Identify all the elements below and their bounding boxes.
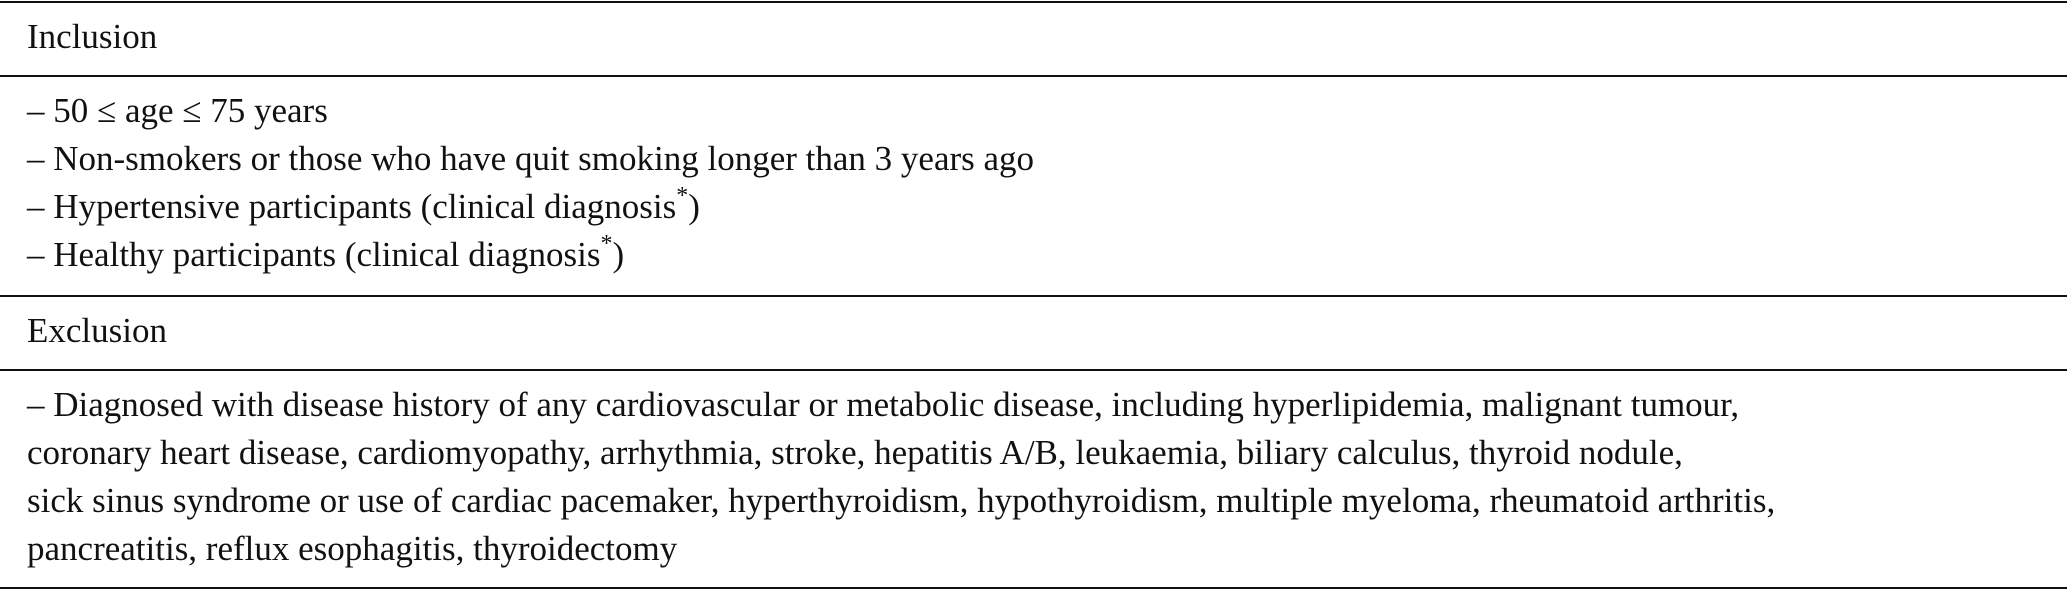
footnote-mark: * xyxy=(600,231,613,258)
inclusion-heading-rule xyxy=(0,75,2067,77)
closing-paren: ) xyxy=(688,187,700,226)
exclusion-section-rule xyxy=(0,295,2067,297)
footnote-mark: * xyxy=(676,183,689,210)
inclusion-item-smoking xyxy=(27,135,1034,183)
exclusion-line: coronary heart disease, cardiomyopathy, arrhythmia, stroke, hepatitis A/B, leukaemia, biliary calculus, thyroid nodule, xyxy=(27,433,1683,472)
table-top-rule xyxy=(0,1,2067,3)
inclusion-item-healthy xyxy=(27,231,1034,279)
inclusion-criteria-list xyxy=(27,87,1034,279)
table-bottom-rule xyxy=(0,587,2067,589)
exclusion-line: pancreatitis, reflux esophagitis, thyroidectomy xyxy=(27,529,678,568)
exclusion-heading: Exclusion xyxy=(27,311,167,350)
closing-paren: ) xyxy=(612,235,625,274)
exclusion-heading-rule xyxy=(0,369,2067,371)
inclusion-heading: Inclusion xyxy=(27,17,158,56)
inclusion-item-hypertensive xyxy=(27,183,1034,231)
exclusion-criteria-text xyxy=(27,381,1775,573)
inclusion-item-age-text: – 50 ≤ age ≤ 75 years xyxy=(27,91,328,130)
inclusion-item-smoking-text: – Non-smokers or those who have quit smoking longer than 3 years ago xyxy=(27,139,1035,178)
exclusion-line: sick sinus syndrome or use of cardiac pacemaker, hyperthyroidism, hypothyroidism, multiple myeloma, rheumatoid arthritis, xyxy=(27,481,1776,520)
inclusion-item-age xyxy=(27,87,1034,135)
exclusion-line: – Diagnosed with disease history of any cardiovascular or metabolic disease, including hyperlipidemia, malignant tumour, xyxy=(27,385,1740,424)
inclusion-item-hypertensive-text: – Hypertensive participants (clinical diagnosis xyxy=(27,187,677,226)
inclusion-item-healthy-text: – Healthy participants (clinical diagnosis xyxy=(27,235,601,274)
